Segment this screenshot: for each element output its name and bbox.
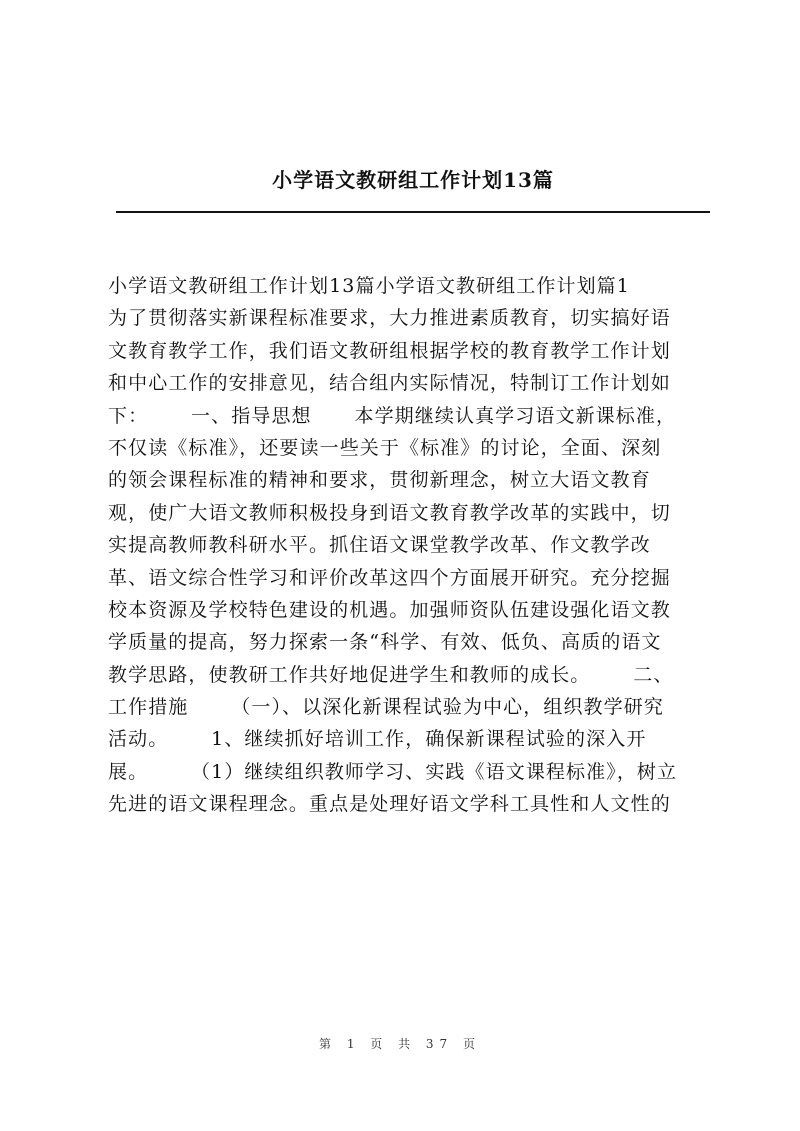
document-body xyxy=(108,270,718,821)
body-line: 观，使广大语文教师积极投身到语文教育教学改革的实践中，切 xyxy=(108,501,671,524)
body-line: 小学语文教研组工作计划13篇小学语文教研组工作计划篇1 xyxy=(108,275,630,297)
body-line: 校本资源及学校特色建设的机遇。加强师资队伍建设强化语文教 xyxy=(108,598,671,621)
body-line: 展。 （1）继续组织教师学习、实践《语文课程标准》，树立 xyxy=(108,760,678,783)
page-footer: 第 1 页 共 37 页 xyxy=(319,1037,481,1051)
body-line: 的领会课程标准的精神和要求，贯彻新理念，树立大语文教育 xyxy=(108,469,651,492)
body-line: 活动。 1、继续抓好培训工作，确保新课程试验的深入开 xyxy=(108,728,647,751)
body-line: 学质量的提高，努力探索一条“科学、有效、低负、高质的语文 xyxy=(108,631,662,654)
body-line: 革、语文综合性学习和评价改革这四个方面展开研究。充分挖掘 xyxy=(108,566,671,589)
document-title: 小学语文教研组工作计划13篇 xyxy=(272,168,554,192)
body-line: 教学思路，使教研工作共好地促进学生和教师的成长。 二、 xyxy=(108,663,674,686)
body-line: 工作措施 （一）、以深化新课程试验为中心，组织教学研究 xyxy=(108,696,664,719)
body-line: 和中心工作的安排意见，结合组内实际情况，特制订工作计划如 xyxy=(108,372,671,395)
body-line: 文教育教学工作，我们语文教研组根据学校的教育教学工作计划 xyxy=(108,339,671,362)
title-underline xyxy=(116,211,710,213)
body-line: 实提高教师教科研水平。抓住语文课堂教学改革、作文教学改 xyxy=(108,534,651,557)
body-line: 为了贯彻落实新课程标准要求，大力推进素质教育，切实搞好语 xyxy=(108,307,671,330)
body-line: 先进的语文课程理念。重点是处理好语文学科工具性和人文性的 xyxy=(108,793,671,816)
body-line: 不仅读《标准》，还要读一些关于《标准》的讨论，全面、深刻 xyxy=(108,436,662,459)
body-line: 下： 一、指导思想 本学期继续认真学习语文新课标准， xyxy=(108,404,677,427)
